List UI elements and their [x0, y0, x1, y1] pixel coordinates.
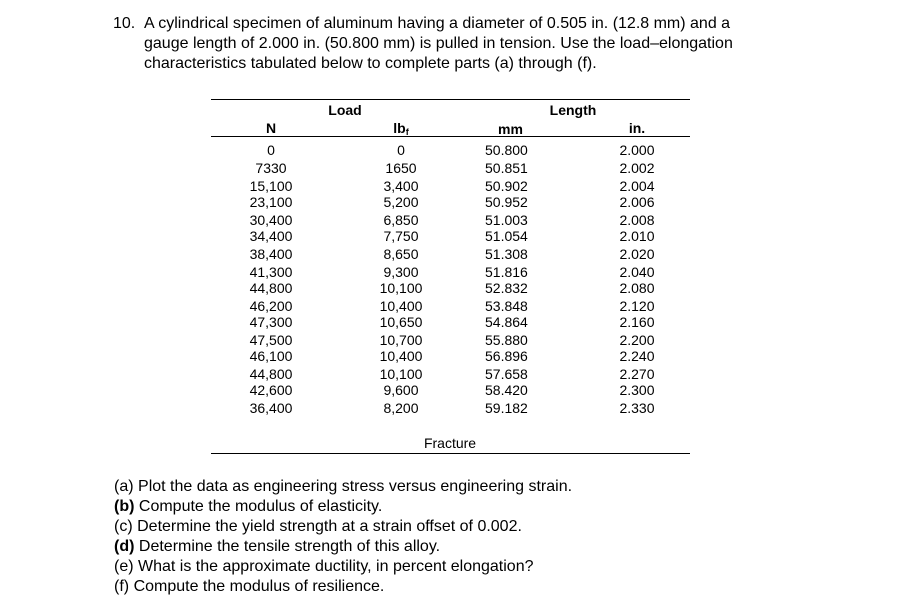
table-cell-lbf: 10,700: [379, 332, 423, 348]
question-item: [114, 577, 814, 597]
question-label: (f): [114, 578, 130, 595]
table-cell-in: 2.008: [619, 212, 655, 228]
table-cell-n: 36,400: [249, 400, 293, 416]
table-cell-mm: 53.848: [485, 298, 528, 314]
table-cell-lbf: 10,100: [379, 366, 423, 382]
table-cell-n: 44,800: [249, 280, 293, 296]
table-cell-lbf: 7,750: [383, 228, 419, 244]
table-cell-n: 38,400: [249, 246, 293, 262]
table-cell-n: 46,200: [249, 298, 293, 314]
table-cell-in: 2.020: [619, 246, 655, 262]
table-cell-mm: 54.864: [485, 314, 528, 330]
question-label: (e): [114, 558, 134, 575]
question-label: (b): [114, 498, 135, 515]
table-cell-in: 2.160: [619, 314, 655, 330]
question-label: (a): [114, 478, 134, 495]
table-cell-lbf: 10,400: [379, 348, 423, 364]
question-item: [114, 477, 814, 497]
table-cell-n: 42,600: [249, 382, 293, 398]
table-cell-lbf: 0: [397, 142, 405, 158]
table-cell-mm: 51.003: [485, 212, 528, 228]
question-text: Determine the yield strength at a strain offset of 0.002.: [137, 518, 522, 535]
fracture-label: Fracture: [423, 435, 477, 451]
table-cell-n: 7330: [255, 160, 287, 176]
table-cell-in: 2.300: [619, 382, 655, 398]
table-bottom-rule: [211, 453, 690, 454]
table-cell-in: 2.330: [619, 400, 655, 416]
table-cell-mm: 56.896: [485, 348, 528, 364]
table-cell-lbf: 5,200: [383, 194, 419, 210]
table-cell-mm: 55.880: [485, 332, 528, 348]
table-cell-in: 2.006: [619, 194, 655, 210]
table-cell-n: 30,400: [249, 212, 293, 228]
problem-statement: [113, 14, 824, 74]
table-cell-lbf: 8,650: [383, 246, 419, 262]
question-list: [114, 477, 814, 597]
question-item: [114, 497, 814, 517]
question-item: [114, 517, 814, 537]
table-cell-lbf: 10,650: [379, 314, 423, 330]
table-cell-in: 2.004: [619, 178, 655, 194]
header-length: Length: [549, 102, 597, 118]
table-cell-in: 2.240: [619, 348, 655, 364]
question-text: Compute the modulus of elasticity.: [138, 498, 383, 515]
table-cell-mm: 51.816: [485, 264, 528, 280]
table-cell-n: 23,100: [249, 194, 293, 210]
header-load: Load: [328, 102, 362, 118]
table-cell-in: 2.002: [619, 160, 655, 176]
problem-number: 10.: [113, 15, 136, 32]
table-cell-n: 46,100: [249, 348, 293, 364]
table-cell-lbf: 10,400: [379, 298, 423, 314]
table-cell-mm: 52.832: [485, 280, 528, 296]
problem-line-1: A cylindrical specimen of aluminum having a diameter of 0.505 in. (12.8 mm) and a: [144, 15, 731, 32]
question-text: Determine the tensile strength of this alloy.: [138, 538, 441, 555]
table-cell-mm: 58.420: [485, 382, 528, 398]
table-cell-mm: 50.800: [485, 142, 528, 158]
table-cell-n: 47,300: [249, 314, 293, 330]
table-cell-lbf: 9,600: [383, 382, 419, 398]
table-cell-n: 0: [267, 142, 275, 158]
header-rule: [211, 136, 690, 137]
table-cell-in: 2.000: [619, 142, 655, 158]
question-label: (c): [114, 518, 133, 535]
question-item: [114, 557, 814, 577]
column-header-mm: mm: [498, 121, 523, 137]
column-header-in: in.: [628, 120, 646, 136]
table-cell-mm: 50.952: [485, 194, 528, 210]
question-item: [114, 537, 814, 557]
column-header-lbf: $lb_f$: [393, 120, 409, 137]
table-cell-mm: 59.182: [485, 400, 528, 416]
table-cell-mm: 51.054: [485, 228, 528, 244]
table-cell-lbf: 10,100: [379, 280, 423, 296]
table-cell-lbf: 9,300: [383, 264, 419, 280]
table-cell-mm: 57.658: [485, 366, 528, 382]
question-label: (d): [114, 538, 135, 555]
question-text: What is the approximate ductility, in percent elongation?: [138, 558, 534, 575]
problem-line-2: gauge length of 2.000 in. (50.800 mm) is pulled in tension. Use the load–elongation: [144, 35, 733, 52]
table-cell-in: 2.040: [619, 264, 655, 280]
table-cell-n: 44,800: [249, 366, 293, 382]
table-top-rule: [211, 99, 690, 100]
table-cell-in: 2.200: [619, 332, 655, 348]
table-cell-in: 2.270: [619, 366, 655, 382]
table-cell-in: 2.120: [619, 298, 655, 314]
table-cell-lbf: 3,400: [383, 178, 419, 194]
table-cell-in: 2.080: [619, 280, 655, 296]
table-cell-n: 34,400: [249, 228, 293, 244]
table-cell-n: 47,500: [249, 332, 293, 348]
table-cell-lbf: 8,200: [383, 400, 419, 416]
question-text: Compute the modulus of resilience.: [133, 578, 385, 595]
table-cell-mm: 51.308: [485, 246, 528, 262]
table-cell-mm: 50.902: [485, 178, 528, 194]
table-cell-lbf: 6,850: [383, 212, 419, 228]
question-text: Plot the data as engineering stress versus engineering strain.: [138, 478, 573, 495]
table-cell-n: 15,100: [249, 178, 293, 194]
problem-line-3: characteristics tabulated below to complete parts (a) through (f).: [144, 55, 597, 72]
table-cell-mm: 50.851: [485, 160, 528, 176]
column-header-n: N: [265, 120, 277, 136]
table-cell-n: 41,300: [249, 264, 293, 280]
table-cell-lbf: 1650: [385, 160, 417, 176]
table-cell-in: 2.010: [619, 228, 655, 244]
